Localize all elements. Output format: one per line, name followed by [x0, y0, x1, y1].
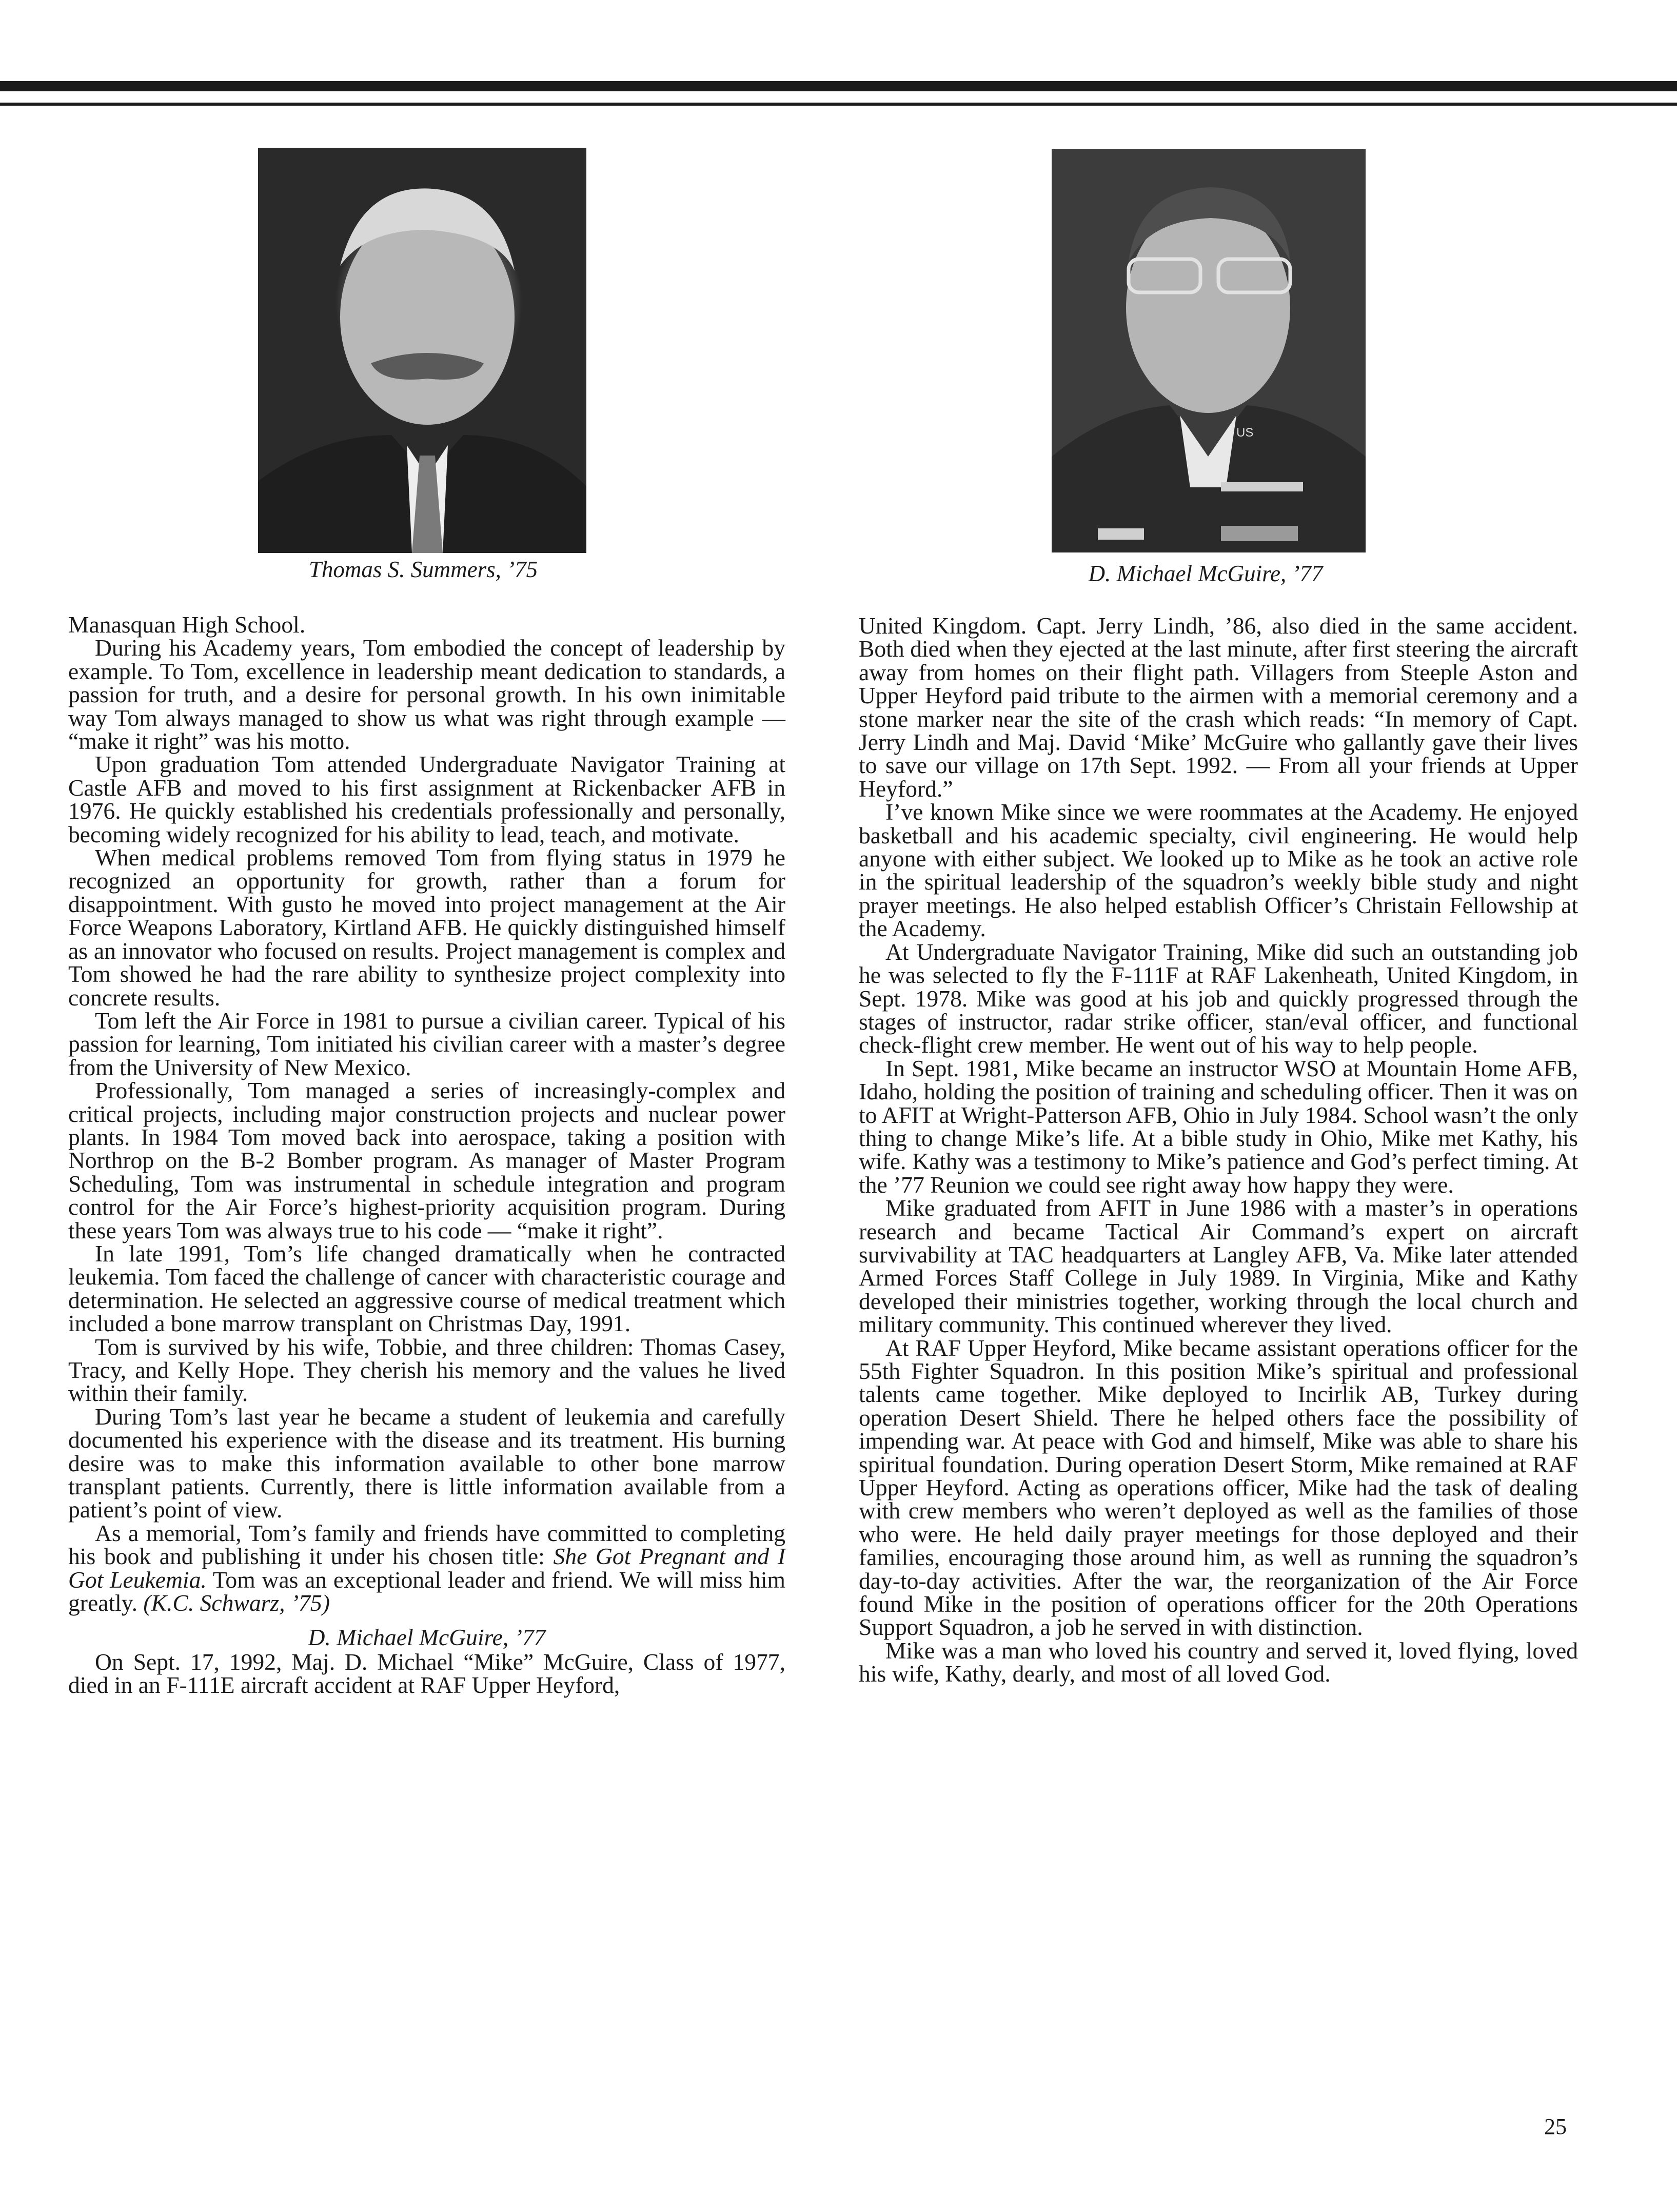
- portrait-illustration: [258, 148, 586, 553]
- paragraph: Tom left the Air Force in 1981 to pursue a civilian career. Typical of his passion for learning, Tom initiated his civilian career with a master’s degree from the University of New Mexico.: [68, 1007, 785, 1080]
- paragraph: During Tom’s last year he became a student of leukemia and carefully documented his experience with the disease and its treatment. His burning desire was to make this information available to other bone marrow transplant patients. Currently, there is little information available from a patient’s point of view.: [68, 1403, 785, 1523]
- paragraph: Upon graduation Tom attended Undergraduate Navigator Training at Castle AFB and moved to his first assignment at Rickenbacker AFB in 1976. He quickly established his credentials professionally and personally, becoming widely recognized for his ability to lead, teach, and motivate.: [68, 751, 785, 847]
- paragraph: Manasquan High School.: [68, 611, 306, 638]
- text-span: As a memorial, Tom’s family and friends have committed to completing his book and publishing it under his chosen title:: [68, 1519, 785, 1570]
- portrait-photo-michael-mcguire: [1052, 149, 1366, 552]
- paragraph: In Sept. 1981, Mike became an instructor WSO at Mountain Home AFB, Idaho, holding the position of training and scheduling officer. Then it was on to AFIT at Wright-Patterson AFB, Ohio in July 1984. School wasn’t the only thing to change Mike’s life. At a bible study in Ohio, Mike met Kathy, his wife. Kathy was a testimony to Mike’s patience and God’s perfect timing. At the ’77 Reunion we could see right away how happy they were.: [859, 1055, 1578, 1198]
- paragraph: Mike was a man who loved his country and served it, loved flying, loved his wife, Kathy, dearly, and most of all loved God.: [859, 1637, 1578, 1687]
- text-span: Tom was an exceptional leader and friend. We will miss him greatly.: [68, 1566, 785, 1616]
- paragraph: In late 1991, Tom’s life changed dramatically when he contracted leukemia. Tom faced the challenge of cancer with characteristic courage and determination. He selected an aggressive course of medical treatment which included a bone marrow transplant on Christmas Day, 1991.: [68, 1240, 785, 1337]
- author-signature: (K.C. Schwarz, ’75): [143, 1590, 330, 1616]
- paragraph: During his Academy years, Tom embodied the concept of leadership by example. To Tom, excellence in leadership meant dedication to standards, a passion for truth, and a desire for personal growth. In his own inimitable way Tom always managed to show us what was right through example — “make it right” was his motto.: [68, 635, 785, 755]
- paragraph: On Sept. 17, 1992, Maj. D. Michael “Mike” McGuire, Class of 1977, died in an F-111E aircraft accident at RAF Upper Heyford,: [68, 1648, 785, 1698]
- top-rule-thick: [0, 81, 1677, 91]
- photo-caption-right: D. Michael McGuire, ’77: [1088, 561, 1323, 586]
- photo-caption-left: Thomas S. Summers, ’75: [308, 557, 538, 582]
- paragraph: When medical problems removed Tom from flying status in 1979 he recognized an opportunity for growth, rather than a forum for disappointment. With gusto he moved into project management at the Air Force Weapons Laboratory, Kirtland AFB. He quickly distinguished himself as an innovator who focused on results. Project management is complex and Tom showed he had the rare ability to synthesize project complexity into concrete results.: [68, 844, 785, 1011]
- right-text-column: [859, 614, 1578, 1686]
- uniform-nameplate-text: US: [1236, 426, 1254, 440]
- paragraph: I’ve known Mike since we were roommates at the Academy. He enjoyed basketball and his academic specialty, civil engineering. He would help anyone with either subject. We looked up to Mike as he took an active role in the spiritual leadership of the squadron’s weekly bible study and night prayer meetings. He also helped establish Officer’s Christain Fellowship at the Academy.: [859, 799, 1578, 942]
- paragraph: Professionally, Tom managed a series of increasingly-complex and critical projects, including major construction projects and nuclear power plants. In 1984 Tom moved back into aerospace, taking a position with Northrop on the B-2 Bomber program. As manager of Master Program Scheduling, Tom was instrumental in schedule integration and program control for the Air Force’s highest-priority acquisition program. During these years Tom was always true to his code — “make it right”.: [68, 1077, 785, 1243]
- portrait-illustration: [1052, 149, 1366, 552]
- portrait-photo-thomas-summers: [258, 148, 586, 553]
- top-rule-thin: [0, 103, 1677, 106]
- paragraph: [68, 1519, 785, 1616]
- left-text-column: [68, 613, 785, 1697]
- paragraph: Mike graduated from AFIT in June 1986 with a master’s in operations research and became Tactical Air Command’s expert on aircraft survivability at TAC headquarters at Langley AFB, Va. Mike later attended Armed Forces Staff College in July 1989. In Virginia, Mike and Kathy developed their ministries together, working through the local church and military community. This continued wherever they lived.: [859, 1195, 1578, 1338]
- paragraph: Tom is survived by his wife, Tobbie, and three children: Thomas Casey, Tracy, and Kelly Hope. They cherish his memory and the values he lived within their family.: [68, 1333, 785, 1407]
- section-heading: D. Michael McGuire, ’77: [308, 1624, 546, 1651]
- page-number: 25: [1544, 2114, 1567, 2139]
- paragraph: At Undergraduate Navigator Training, Mike did such an outstanding job he was selected to fly the F-111F at RAF Lakenheath, United Kingdom, in Sept. 1978. Mike was good at his job and quickly progressed through the stages of instructor, radar strike officer, stan/eval officer, and functional check-flight crew member. He went out of his way to help people.: [859, 938, 1578, 1058]
- paragraph: At RAF Upper Heyford, Mike became assistant operations officer for the 55th Fighter Squadron. In this position Mike’s spiritual and professional talents came together. Mike deployed to Incirlik AB, Turkey during operation Desert Shield. There he helped others face the possibility of impending war. At peace with God and himself, Mike was able to share his spiritual foundation. During operation Desert Storm, Mike remained at RAF Upper Heyford. Acting as operations officer, Mike had the task of dealing with crew members who weren’t deployed as well as the families of those who were. He held daily prayer meetings for those deployed and their families, encouraging those around him, as well as running the squadron’s day-to-day activities. After the war, the reorganization of the Air Force found Mike in the position of operations officer for the 20th Operations Support Squadron, a job he served in with distinction.: [859, 1334, 1578, 1641]
- paragraph: United Kingdom. Capt. Jerry Lindh, ’86, also died in the same accident. Both died when they ejected at the last minute, after first steering the aircraft away from homes on their flight path. Villagers from Steeple Aston and Upper Heyford paid tribute to the airmen with a memorial ceremony and a stone marker near the site of the crash which reads: “In memory of Capt. Jerry Lindh and Maj. David ‘Mike’ McGuire who gallantly gave their lives to save our village on 17th Sept. 1992. — From all your friends at Upper Heyford.”: [859, 613, 1578, 802]
- book-title: She Got Pregnant and I Got Leukemia.: [68, 1543, 785, 1593]
